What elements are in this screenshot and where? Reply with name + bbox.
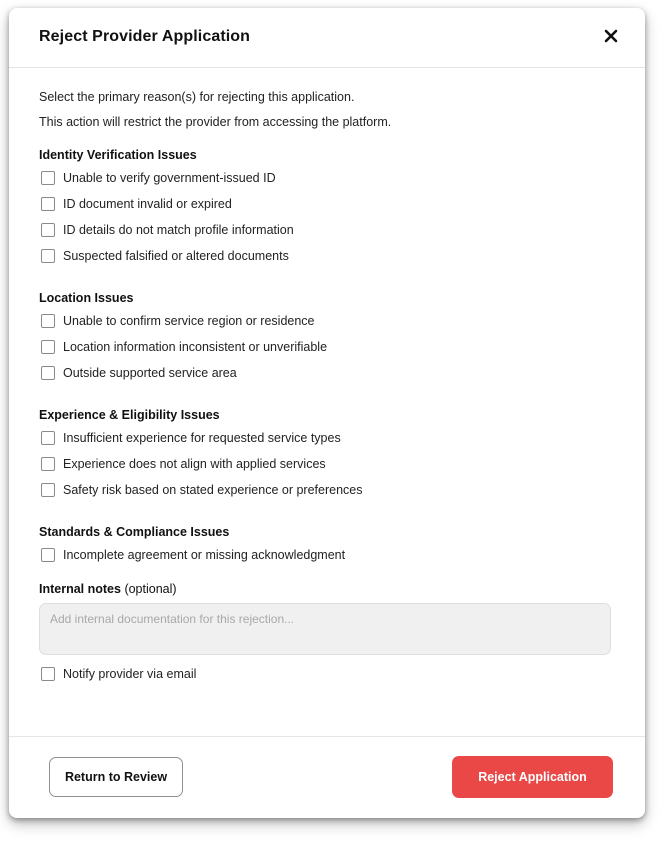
option-label: Outside supported service area [63, 366, 237, 380]
option-label: Unable to confirm service region or residence [63, 314, 315, 328]
checkbox[interactable] [41, 431, 55, 445]
section-compliance [39, 523, 619, 568]
option-id-details-mismatch[interactable] [39, 217, 619, 243]
internal-notes-group [39, 582, 619, 655]
internal-notes-input[interactable] [39, 603, 611, 655]
option-label: Location information inconsistent or unverifiable [63, 340, 328, 354]
option-outside-service-area[interactable] [39, 360, 619, 386]
option-label: ID document invalid or expired [63, 197, 232, 211]
return-to-review-button[interactable]: Return to Review [49, 757, 183, 797]
reject-application-modal [9, 8, 645, 818]
option-unable-confirm-region[interactable] [39, 308, 619, 334]
checkbox[interactable] [41, 314, 55, 328]
modal-title: Reject Provider Application [39, 28, 251, 45]
option-insufficient-experience[interactable] [39, 425, 619, 451]
option-falsified-documents[interactable] [39, 243, 619, 269]
option-label: Safety risk based on stated experience or preferences [63, 483, 363, 497]
intro-text [39, 87, 619, 132]
modal-footer [9, 736, 645, 818]
option-incomplete-agreement[interactable] [39, 542, 619, 568]
intro-line-2: This action will restrict the provider from accessing the platform. [39, 115, 392, 129]
option-label: Insufficient experience for requested service types [63, 431, 341, 445]
option-experience-not-aligned[interactable] [39, 451, 619, 477]
option-label: ID details do not match profile information [63, 223, 294, 237]
checkbox[interactable] [41, 366, 55, 380]
section-location [39, 289, 619, 386]
intro-line-1: Select the primary reason(s) for rejecting this application. [39, 90, 355, 104]
notes-label-bold: Internal notes [39, 582, 121, 596]
option-id-invalid-expired[interactable] [39, 191, 619, 217]
checkbox[interactable] [41, 171, 55, 185]
section-title: Identity Verification Issues [39, 148, 197, 162]
modal-header [9, 8, 645, 68]
option-label: Experience does not align with applied services [63, 457, 326, 471]
modal-body [39, 68, 619, 687]
internal-notes-label [39, 582, 619, 596]
section-title: Experience & Eligibility Issues [39, 408, 220, 422]
checkbox[interactable] [41, 457, 55, 471]
option-unable-verify-id[interactable] [39, 165, 619, 191]
checkbox[interactable] [41, 223, 55, 237]
checkbox[interactable] [41, 667, 55, 681]
option-label: Suspected falsified or altered documents [63, 249, 289, 263]
checkbox[interactable] [41, 483, 55, 497]
section-title: Location Issues [39, 291, 134, 305]
section-experience [39, 406, 619, 503]
reject-application-button[interactable]: Reject Application [452, 756, 613, 798]
checkbox[interactable] [41, 249, 55, 263]
notify-provider-checkbox[interactable] [39, 661, 619, 687]
section-title: Standards & Compliance Issues [39, 525, 230, 539]
option-label: Unable to verify government-issued ID [63, 171, 276, 185]
option-safety-risk[interactable] [39, 477, 619, 503]
option-label: Incomplete agreement or missing acknowledgment [63, 548, 346, 562]
checkbox[interactable] [41, 197, 55, 211]
notify-label: Notify provider via email [63, 667, 197, 681]
section-identity [39, 146, 619, 269]
checkbox[interactable] [41, 340, 55, 354]
option-location-inconsistent[interactable] [39, 334, 619, 360]
notes-label-suffix: (optional) [120, 582, 177, 596]
checkbox[interactable] [41, 548, 55, 562]
close-icon[interactable] [601, 26, 621, 46]
